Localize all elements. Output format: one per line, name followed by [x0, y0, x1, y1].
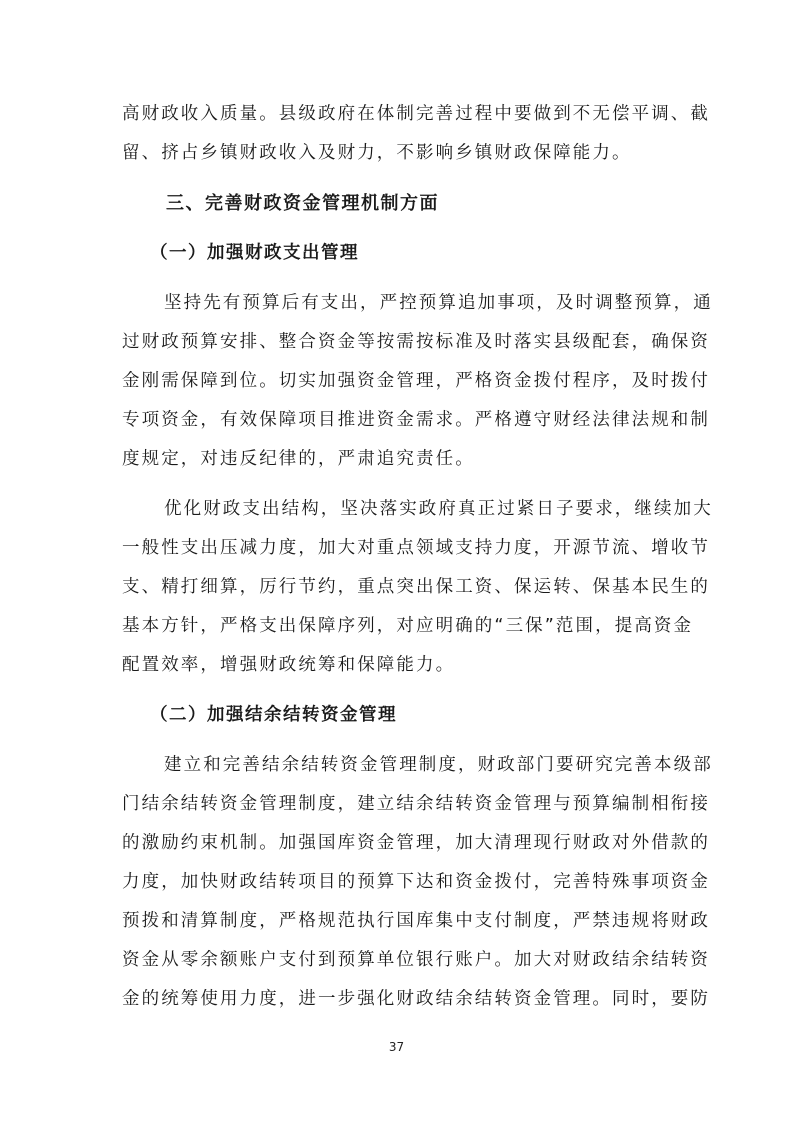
paragraph-continued [122, 95, 710, 173]
text-line: 建立和完善结余结转资金管理制度，财政部门要研究完善本级部 [164, 755, 713, 775]
text-line: 配置效率，增强财政统筹和保障能力。 [122, 655, 456, 675]
subsection-heading: （一）加强财政支出管理 [150, 243, 359, 263]
text-line: 门结余结转资金管理制度，建立结余结转资金管理与预算编制相衔接 [122, 794, 710, 814]
text-line: 度规定，对违反纪律的，严肃追究责任。 [122, 449, 475, 469]
text-line: 高财政收入质量。县级政府在体制完善过程中要做到不无偿平调、截 [122, 104, 710, 124]
text-line: 专项资金，有效保障项目推进资金需求。严格遵守财经法律法规和制 [122, 410, 710, 430]
text-line: 优化财政支出结构，坚决落实政府真正过紧日子要求，继续加大 [164, 499, 713, 519]
paragraph [122, 746, 713, 1019]
text-line: 一般性支出压减力度，加大对重点领域支持力度，开源节流、增收节 [122, 538, 710, 558]
page-number: 37 [388, 1040, 405, 1054]
text-line: 资金从零余额账户支付到预算单位银行账户。加大对财政结余结转资 [122, 950, 710, 970]
text-line: 支、精打细算，厉行节约，重点突出保工资、保运转、保基本民生的 [122, 577, 710, 597]
paragraph [122, 490, 713, 685]
text-line: 留、挤占乡镇财政收入及财力，不影响乡镇财政保障能力。 [122, 143, 632, 163]
text-line: 过财政预算安排、整合资金等按需按标准及时落实县级配套，确保资 [122, 332, 710, 352]
text-line: 预拨和清算制度，严格规范执行国库集中支付制度，严禁违规将财政 [122, 911, 710, 931]
text-line: 力度，加快财政结转项目的预算下达和资金拨付，完善特殊事项资金 [122, 872, 710, 892]
paragraph [122, 284, 713, 479]
text-line: 坚持先有预算后有支出，严控预算追加事项，及时调整预算，通 [164, 293, 713, 313]
document-body [122, 95, 713, 1030]
section-heading: 三、完善财政资金管理机制方面 [166, 193, 439, 214]
subsection-heading: （二）加强结余结转资金管理 [150, 705, 397, 725]
text-line: 金的统筹使用力度，进一步强化财政结余结转资金管理。同时，要防 [122, 989, 710, 1009]
text-line: 金刚需保障到位。切实加强资金管理，严格资金拨付程序，及时拨付 [122, 371, 710, 391]
text-line: 的激励约束机制。加强国库资金管理，加大清理现行财政对外借款的 [122, 833, 710, 853]
text-line: 基本方针，严格支出保障序列，对应明确的“三保”范围，提高资金 [122, 616, 694, 636]
